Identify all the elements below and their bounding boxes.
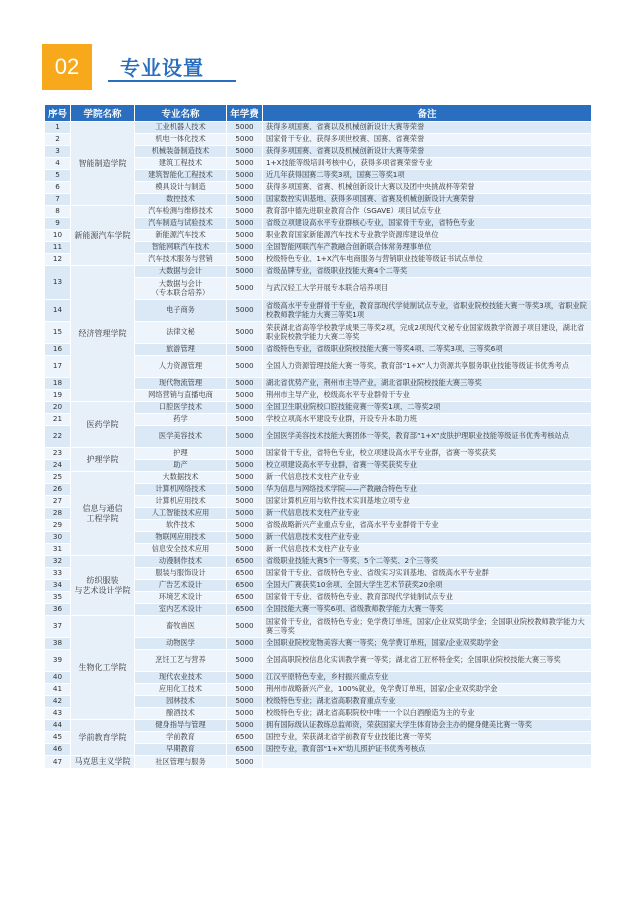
row-number: 17 [45,356,71,378]
major-name: 畜牧兽医 [135,616,227,638]
tuition-fee: 5000 [227,390,263,402]
row-number: 13 [45,266,71,300]
tuition-fee: 5000 [227,266,263,278]
table-row [45,720,592,732]
note: 全国卫生职业院校口腔技能竞赛一等奖1项、二等奖2项 [263,402,592,414]
tuition-fee: 5000 [227,484,263,496]
header-fee: 年学费 [227,105,263,122]
tuition-fee: 6500 [227,580,263,592]
note: 国家计算机应用与软件技术实训基地立项专业 [263,496,592,508]
note: 国控专业，教育部“1+X”幼儿照护证书优秀考核点 [263,744,592,756]
table-row [45,402,592,414]
major-name: 口腔医学技术 [135,402,227,414]
major-name: 旅游管理 [135,344,227,356]
header-no: 序号 [45,105,71,122]
major-name: 计算机网络技术 [135,484,227,496]
row-number: 37 [45,616,71,638]
row-number: 16 [45,344,71,356]
tuition-fee: 5000 [227,720,263,732]
major-name: 智能网联汽车技术 [135,242,227,254]
row-number: 20 [45,402,71,414]
tuition-fee: 5000 [227,460,263,472]
major-table [44,104,592,769]
major-name: 现代物流管理 [135,378,227,390]
tuition-fee: 5000 [227,230,263,242]
school-name: 学前教育学院 [71,720,135,756]
tuition-fee: 6500 [227,592,263,604]
row-number: 30 [45,532,71,544]
school-name: 纺织服装 与艺术设计学院 [71,556,135,616]
note: 省级特色专业，省级职业院校技能大赛一等奖4项、二等奖3项、三等奖6项 [263,344,592,356]
major-name: 人力资源管理 [135,356,227,378]
section-title: 专业设置 [120,56,204,80]
note: 全国大广赛获奖10余项、全国大学生艺术节获奖20余项 [263,580,592,592]
table-row [45,122,592,134]
tuition-fee: 5000 [227,158,263,170]
tuition-fee: 5000 [227,146,263,158]
major-name: 服装与服饰设计 [135,568,227,580]
row-number: 44 [45,720,71,732]
major-name: 药学 [135,414,227,426]
row-number: 32 [45,556,71,568]
note: 全国人力资源管理技能大赛一等奖，教育部“1+X”人力资源共享服务职业技能等级证书优秀考点 [263,356,592,378]
note: 国控专业，荣获湖北省学前教育专业技能比赛一等奖 [263,732,592,744]
tuition-fee: 5000 [227,696,263,708]
major-name: 早期教育 [135,744,227,756]
tuition-fee: 5000 [227,520,263,532]
note: 获得多项国赛、省赛、机械创新设计大赛以及团中央挑战杯等荣誉 [263,182,592,194]
row-number: 23 [45,448,71,460]
row-number: 38 [45,638,71,650]
note: 省级高水平专业群骨干专业，教育部现代学徒制试点专业，省职业院校技能大赛一等奖3项，省职业院校教师教学能力大赛三等奖1项 [263,300,592,322]
row-number: 22 [45,426,71,448]
row-number: 15 [45,322,71,344]
note: 校级特色专业；湖北省高职院校中唯一一个以白酒酿造为主的专业 [263,708,592,720]
note: 省级职业技能大赛5个一等奖、5个二等奖、2个三等奖 [263,556,592,568]
note: 荆州市战略新兴产业，100%就业，免学费订单班，国家/企业双奖助学金 [263,684,592,696]
note: 省级品牌专业，省级职业技能大赛4个二等奖 [263,266,592,278]
tuition-fee: 5000 [227,426,263,448]
tuition-fee: 5000 [227,472,263,484]
row-number: 19 [45,390,71,402]
major-name: 汽车检测与维修技术 [135,206,227,218]
table-row [45,266,592,278]
major-name: 动物医学 [135,638,227,650]
table-header-row [45,105,592,122]
note: 校级特色专业、1+X汽车电商服务与营销职业技能等级证书试点单位 [263,254,592,266]
note: 省级战略新兴产业重点专业，省高水平专业群骨干专业 [263,520,592,532]
note: 新一代信息技术支柱产业专业 [263,544,592,556]
major-name: 新能源汽车技术 [135,230,227,242]
tuition-fee: 5000 [227,194,263,206]
row-number: 35 [45,592,71,604]
row-number: 5 [45,170,71,182]
row-number: 3 [45,146,71,158]
tuition-fee: 5000 [227,134,263,146]
tuition-fee: 5000 [227,616,263,638]
major-name: 医学美容技术 [135,426,227,448]
tuition-fee: 5000 [227,278,263,300]
tuition-fee: 5000 [227,756,263,769]
major-name: 机电一体化技术 [135,134,227,146]
major-name: 大数据技术 [135,472,227,484]
note: 国家骨干专业，省级特色专业；免学费订单班，国家/企业双奖助学金；全国职业院校教师教学能力大赛三等奖 [263,616,592,638]
school-name: 经济管理学院 [71,266,135,402]
tuition-fee: 5000 [227,402,263,414]
row-number: 40 [45,672,71,684]
tuition-fee: 5000 [227,344,263,356]
major-name: 人工智能技术应用 [135,508,227,520]
major-name: 法律文秘 [135,322,227,344]
tuition-fee: 5000 [227,254,263,266]
major-name: 建筑工程技术 [135,158,227,170]
major-name: 信息安全技术应用 [135,544,227,556]
row-number: 45 [45,732,71,744]
row-number: 26 [45,484,71,496]
note: 省级立项建设高水平专业群核心专业，国家骨干专业，省特色专业 [263,218,592,230]
major-name: 建筑智能化工程技术 [135,170,227,182]
tuition-fee: 6500 [227,744,263,756]
row-number: 34 [45,580,71,592]
major-name: 广告艺术设计 [135,580,227,592]
note: 国家骨干专业，省特色专业，校立项建设高水平专业群，省赛一等奖获奖 [263,448,592,460]
tuition-fee: 5000 [227,650,263,672]
major-name: 健身指导与管理 [135,720,227,732]
tuition-fee: 5000 [227,322,263,344]
major-name: 大数据与会计 （专本联合培养） [135,278,227,300]
note: 荣获湖北省高等学校教学成果三等奖2项，完成2项现代文秘专业国家级教学资源子项目建设，湖北省职业院校教学能力大赛二等奖 [263,322,592,344]
row-number: 21 [45,414,71,426]
tuition-fee: 5000 [227,170,263,182]
major-name: 室内艺术设计 [135,604,227,616]
tuition-fee: 5000 [227,356,263,378]
major-name: 学前教育 [135,732,227,744]
major-name: 网络营销与直播电商 [135,390,227,402]
note: 1+X技能等级培训考核中心，获得多项省赛荣誉专业 [263,158,592,170]
table-body [45,122,592,769]
major-name: 烹饪工艺与营养 [135,650,227,672]
section-header [42,44,242,90]
major-name: 电子商务 [135,300,227,322]
school-name: 新能源汽车学院 [71,206,135,266]
table-row [45,616,592,638]
tuition-fee: 5000 [227,544,263,556]
row-number: 6 [45,182,71,194]
row-number: 29 [45,520,71,532]
note: 拥有国际级认证教练总监师资，荣获国家大学生体育协会主办的健身健美比赛一等奖 [263,720,592,732]
note: 学校立项高水平建设专业群，开设专升本助力班 [263,414,592,426]
note: 新一代信息技术支柱产业专业 [263,532,592,544]
note: 获得多项国赛、省赛以及机械创新设计大赛等荣誉 [263,146,592,158]
note: 荆州市主导产业，校级高水平专业群骨干专业 [263,390,592,402]
tuition-fee: 5000 [227,448,263,460]
row-number: 14 [45,300,71,322]
major-name: 护理 [135,448,227,460]
tuition-fee: 6500 [227,568,263,580]
major-name: 机械装备制造技术 [135,146,227,158]
row-number: 46 [45,744,71,756]
major-name: 园林技术 [135,696,227,708]
tuition-fee: 6500 [227,556,263,568]
row-number: 27 [45,496,71,508]
major-name: 应用化工技术 [135,684,227,696]
note: 全国智能网联汽车产教融合创新联合体常务理事单位 [263,242,592,254]
header-major: 专业名称 [135,105,227,122]
header-school: 学院名称 [71,105,135,122]
note: 近几年获得国赛二等奖3项，国赛三等奖1项 [263,170,592,182]
note: 教育部中德先进职业教育合作（SGAVE）项目试点专业 [263,206,592,218]
note: 校立项建设高水平专业群，省赛一等奖获奖专业 [263,460,592,472]
note: 国家数控实训基地、获得多项国赛、省赛及机械创新设计大赛荣誉 [263,194,592,206]
row-number: 9 [45,218,71,230]
major-name: 软件技术 [135,520,227,532]
note: 与武汉轻工大学开展专本联合培养项目 [263,278,592,300]
tuition-fee: 5000 [227,414,263,426]
school-name: 马克思主义学院 [71,756,135,769]
note: 国家骨干专业、省级特色专业、教育部现代学徒制试点专业 [263,592,592,604]
tuition-fee: 6500 [227,732,263,744]
row-number: 39 [45,650,71,672]
table-row [45,206,592,218]
row-number: 28 [45,508,71,520]
tuition-fee: 5000 [227,496,263,508]
row-number: 31 [45,544,71,556]
note: 全国技能大赛一等奖6项、省级教师教学能力大赛一等奖 [263,604,592,616]
row-number: 42 [45,696,71,708]
row-number: 33 [45,568,71,580]
row-number: 11 [45,242,71,254]
tuition-fee: 5000 [227,638,263,650]
table-row [45,756,592,769]
note: 获得多项国赛、省赛以及机械创新设计大赛等荣誉 [263,122,592,134]
major-name: 现代农业技术 [135,672,227,684]
row-number: 25 [45,472,71,484]
tuition-fee: 6500 [227,604,263,616]
school-name: 护理学院 [71,448,135,472]
school-name: 智能制造学院 [71,122,135,206]
row-number: 47 [45,756,71,769]
tuition-fee: 5000 [227,300,263,322]
note: 国家骨干专业、获得多项世校赛、国赛、省赛荣誉 [263,134,592,146]
major-name: 环境艺术设计 [135,592,227,604]
row-number: 36 [45,604,71,616]
note: 华为信息与网络技术学院——产教融合特色专业 [263,484,592,496]
school-name: 生物化工学院 [71,616,135,720]
school-name: 信息与通信 工程学院 [71,472,135,556]
row-number: 4 [45,158,71,170]
note: 国家骨干专业、省级特色专业、省级实习实训基地、省级高水平专业群 [263,568,592,580]
note: 职业教育国家新能源汽车技术专业教学资源库建设单位 [263,230,592,242]
major-name: 汽车技术服务与营销 [135,254,227,266]
school-name: 医药学院 [71,402,135,448]
major-name: 大数据与会计 [135,266,227,278]
note: 全国高职院校信息化实训教学赛一等奖；湖北省工匠杯特金奖；全国职业院校技能大赛三等奖 [263,650,592,672]
tuition-fee: 5000 [227,378,263,390]
note: 湖北省优势产业，荆州市主导产业，湖北省职业院校技能大赛三等奖 [263,378,592,390]
tuition-fee: 5000 [227,508,263,520]
row-number: 43 [45,708,71,720]
tuition-fee: 5000 [227,708,263,720]
row-number: 24 [45,460,71,472]
major-name: 数控技术 [135,194,227,206]
row-number: 18 [45,378,71,390]
note: 新一代信息技术支柱产业专业 [263,508,592,520]
note: 全国医学美容技术技能大赛团体一等奖，教育部“1+X”皮肤护理职业技能等级证书优秀考核站点 [263,426,592,448]
note: 新一代信息技术支柱产业专业 [263,472,592,484]
row-number: 1 [45,122,71,134]
title-underline [108,80,236,82]
row-number: 41 [45,684,71,696]
note: 全国职业院校宠物美容大赛一等奖；免学费订单班，国家/企业双奖助学金 [263,638,592,650]
note: 江汉平原特色专业，乡村振兴重点专业 [263,672,592,684]
table-row [45,472,592,484]
header-note: 备注 [263,105,592,122]
major-name: 模具设计与制造 [135,182,227,194]
row-number: 7 [45,194,71,206]
row-number: 12 [45,254,71,266]
row-number: 2 [45,134,71,146]
tuition-fee: 5000 [227,218,263,230]
major-name: 计算机应用技术 [135,496,227,508]
major-name: 汽车制造与试验技术 [135,218,227,230]
major-name: 动漫制作技术 [135,556,227,568]
note: 校级特色专业；湖北省高职教育重点专业 [263,696,592,708]
tuition-fee: 5000 [227,672,263,684]
major-name: 助产 [135,460,227,472]
tuition-fee: 5000 [227,182,263,194]
row-number: 8 [45,206,71,218]
note [263,756,592,769]
major-name: 物联网应用技术 [135,532,227,544]
table-row [45,448,592,460]
row-number: 10 [45,230,71,242]
tuition-fee: 5000 [227,242,263,254]
major-name: 社区管理与服务 [135,756,227,769]
tuition-fee: 5000 [227,684,263,696]
tuition-fee: 5000 [227,122,263,134]
major-name: 工业机器人技术 [135,122,227,134]
section-number-badge: 02 [42,44,92,90]
tuition-fee: 5000 [227,206,263,218]
table-row [45,556,592,568]
tuition-fee: 5000 [227,532,263,544]
major-name: 酿酒技术 [135,708,227,720]
